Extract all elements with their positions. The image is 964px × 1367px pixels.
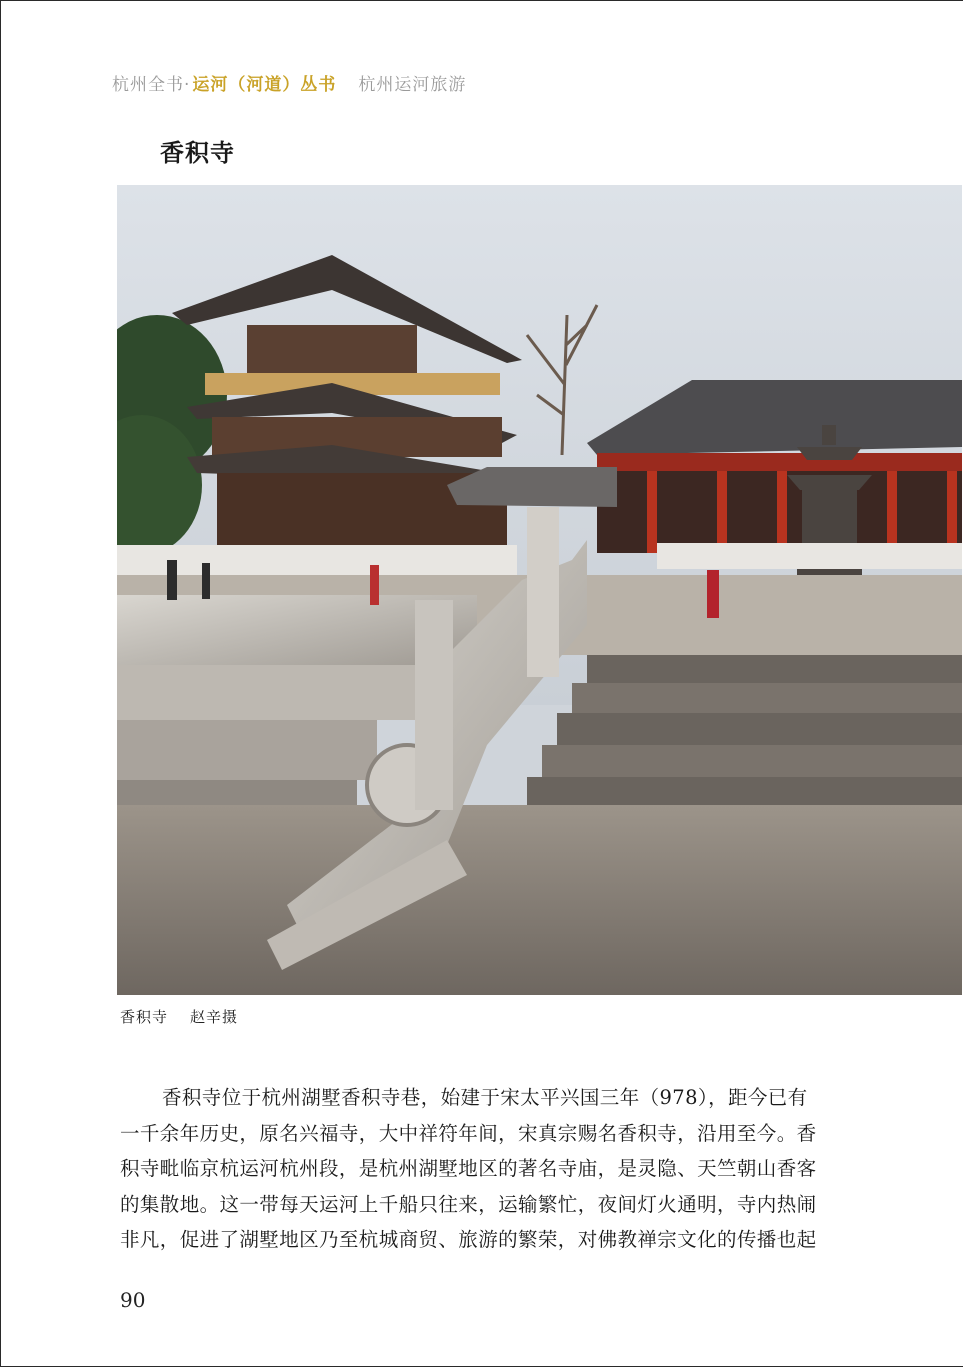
body-paragraph xyxy=(120,1080,912,1258)
caption-credit: 赵辛摄 xyxy=(190,1008,239,1026)
body-line: 一千余年历史，原名兴福寺，大中祥符年间，宋真宗赐名香积寺，沿用至今。香 xyxy=(120,1121,817,1145)
running-head-section: 杭州运河旅游 xyxy=(358,75,467,95)
body-line: 香积寺位于杭州湖墅香积寺巷，始建于宋太平兴国三年（978），距今已有 xyxy=(162,1086,808,1109)
photo-caption xyxy=(120,1006,238,1027)
section-title: 香积寺 xyxy=(160,139,235,167)
body-line: 的集散地。这一带每天运河上千船只往来，运输繁忙，夜间灯火通明，寺内热闹 xyxy=(120,1192,817,1216)
caption-title: 香积寺 xyxy=(120,1008,169,1026)
running-head xyxy=(112,70,466,95)
body-line: 积寺毗临京杭运河杭州段，是杭州湖墅地区的著名寺庙，是灵隐、天竺朝山香客 xyxy=(120,1157,817,1180)
page-number: 90 xyxy=(120,1288,146,1312)
temple-photo xyxy=(117,185,962,995)
body-line: 非凡，促进了湖墅地区乃至杭城商贸、旅游的繁荣，对佛教禅宗文化的传播也起 xyxy=(120,1228,817,1251)
running-head-volume: 运河（河道）丛书 xyxy=(192,75,337,95)
running-head-series: 杭州全书· xyxy=(112,75,191,95)
